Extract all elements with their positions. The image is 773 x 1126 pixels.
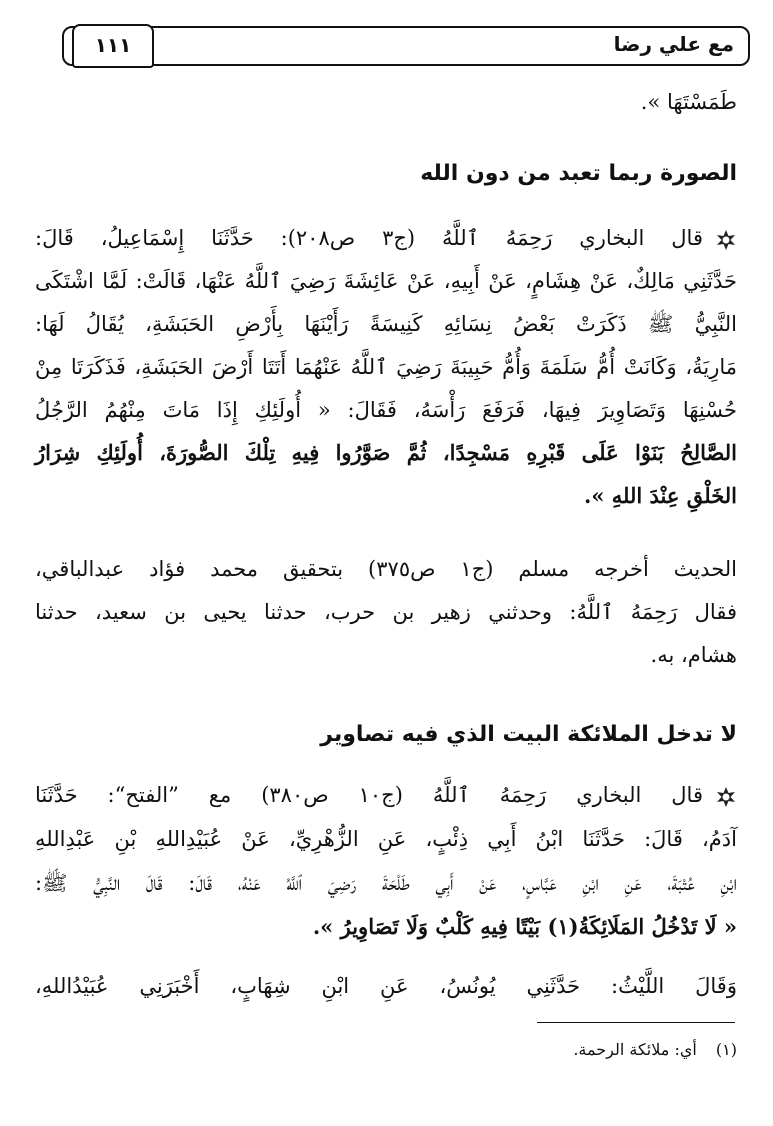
paragraph-1-line-3: النَّبِيُّ ﷺ ذَكَرَتْ بَعْضُ نِسَائِهِ كَنِيسَةً رَأَيْنَهَا بِأَرْضِ الحَبَشَةِ، يُقَالُ لَهَا: bbox=[35, 312, 737, 336]
running-header-frame bbox=[62, 26, 750, 66]
paragraph-3-line-4: « لَا تَدْخُلُ المَلَائِكَةُ(١) بَيْتًا فِيهِ كَلْبٌ وَلَا تَصَاوِيرُ ». bbox=[312, 914, 737, 939]
text-line: طَمَسْتَهَا ». bbox=[640, 90, 737, 114]
footnote-divider bbox=[537, 1022, 735, 1023]
paragraph-1-line-7: الخَلْقِ عِنْدَ اللهِ ». bbox=[584, 483, 737, 508]
paragraph-2-line-2: فقال رَحِمَهُ ٱللَّهُ: وحدثني زهير بن حرب، حدثنا يحيى بن سعيد، حدثنا bbox=[35, 600, 737, 624]
paragraph-3-line-3: ابْنِ عُتْبَةَ، عَنِ ابْنِ عَبَّاسٍ، عَنْ أَبِي طَلْحَةَ رَضِيَ ٱللَّهُ عَنْهُ، قَالَ: قَالَ النَّبِيُّ ﷺ: bbox=[35, 871, 737, 895]
footnote-text: أي: ملائكة الرحمة. bbox=[573, 1040, 697, 1059]
paragraph-2-line-3: هشام، به. bbox=[650, 643, 737, 667]
running-header-title: مع علي رضا bbox=[613, 32, 734, 56]
paragraph-1-line-6: الصَّالِحُ بَنَوْا عَلَى قَبْرِهِ مَسْجِدًا، ثُمَّ صَوَّرُوا فِيهِ تِلْكَ الصُّورَةَ، أُولَئِكِ شِرَارُ bbox=[35, 440, 737, 465]
paragraph-1-line-5: حُسْنِهَا وَتَصَاوِيرَ فِيهَا، فَرَفَعَ رَأْسَهُ، فَقَالَ: « أُولَئِكِ إِذَا مَاتَ مِنْهُمُ الرَّجُلُ bbox=[35, 398, 737, 422]
paragraph-1-line-4: مَارِيَةُ، وَكَانَتْ أُمُّ سَلَمَةَ وَأُمُّ حَبِيبَةَ رَضِيَ ٱللَّهُ عَنْهُمَا أَتَتَا أَرْضَ الحَبَشَةِ، فَذَكَرَتَا مِنْ bbox=[35, 355, 737, 379]
footnote-number: (١) bbox=[715, 1040, 737, 1059]
section-heading-2: لا تدخل الملائكة البيت الذي فيه تصاوير bbox=[320, 722, 737, 747]
paragraph-4-line-1: وَقَالَ اللَّيْثُ: حَدَّثَنِي يُونُسُ، عَنِ ابْنِ شِهَابٍ، أَخْبَرَنِي عُبَيْدُاللهِ، bbox=[35, 974, 737, 998]
paragraph-3-line-1: قال البخاري رَحِمَهُ ٱللَّهُ (ج١٠ ص٣٨٠) مع ”الفتح“: حَدَّثَنَا bbox=[35, 777, 737, 813]
page-number: ١١١ bbox=[72, 24, 154, 68]
footnote bbox=[573, 1036, 737, 1064]
paragraph-3-line-2: آدَمُ، قَالَ: حَدَّثَنَا ابْنُ أَبِي ذِئْبٍ، عَنِ الزُّهْرِيِّ، عَنْ عُبَيْدِاللهِ بْنِ عَبْدِاللهِ bbox=[35, 827, 737, 851]
paragraph-1-line-1: قال البخاري رَحِمَهُ ٱللَّهُ (ج٣ ص٢٠٨): حَدَّثَنَا إِسْمَاعِيلُ، قَالَ: bbox=[35, 220, 737, 256]
star-ornament-icon bbox=[715, 229, 737, 251]
star-ornament-icon bbox=[715, 786, 737, 808]
paragraph-2-line-1: الحديث أخرجه مسلم (ج١ ص٣٧٥) بتحقيق محمد فؤاد عبدالباقي، bbox=[35, 557, 737, 581]
paragraph-1-line-2: حَدَّثَنِي مَالِكٌ، عَنْ هِشَامٍ، عَنْ أَبِيهِ، عَنْ عَائِشَةَ رَضِيَ ٱللَّهُ عَنْهَا، قَالَتْ: لَمَّا اشْتَكَى bbox=[35, 269, 737, 293]
section-heading-1: الصورة ربما تعبد من دون الله bbox=[420, 161, 737, 186]
